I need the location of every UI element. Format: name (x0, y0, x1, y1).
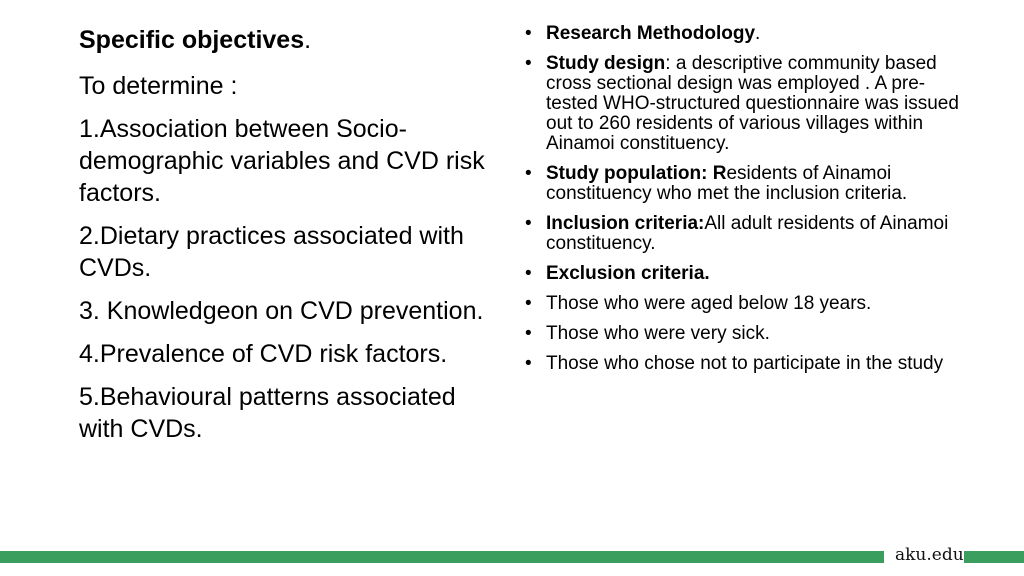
methodology-item (520, 24, 965, 44)
exclusion-criteria-label: Exclusion criteria. (546, 263, 710, 284)
methodology-column (520, 24, 965, 384)
inclusion-criteria-text: All adult residents of Ainamoi constituency. (546, 213, 949, 254)
study-design-item (520, 54, 965, 154)
bullet-icon: • (525, 293, 532, 314)
bullet-icon: • (525, 53, 532, 74)
aku-logo: aku.edu (895, 545, 964, 565)
exclusion-text: Those who were aged below 18 years. (546, 293, 872, 314)
objectives-heading (79, 22, 499, 58)
inclusion-criteria-item (520, 214, 965, 254)
exclusion-item-2 (520, 324, 965, 344)
study-design-text: : a descriptive community based cross sectional design was employed . A pre-tested WHO-structured questionnaire was issued out to 260 residents of various villages within Ainamoi constituency. (546, 53, 959, 154)
bullet-icon: • (525, 163, 532, 184)
heading-period: . (304, 26, 312, 54)
objective-3: 3. Knowledgeon on CVD prevention. (79, 297, 484, 325)
heading-text: Specific objectives (79, 26, 305, 54)
inclusion-criteria-label: Inclusion criteria: (546, 213, 705, 234)
objective-4: 4.Prevalence of CVD risk factors. (79, 340, 448, 368)
exclusion-text: Those who chose not to participate in the study (546, 353, 944, 374)
exclusion-item-1 (520, 294, 965, 314)
objectives-intro: To determine : (79, 72, 238, 100)
footer-bar-right (964, 551, 1024, 563)
study-population-text: esidents of Ainamoi constituency who met the inclusion criteria. (546, 163, 908, 204)
objectives-column (79, 22, 499, 456)
objective-1: 1.Association between Socio-demographic variables and CVD risk factors. (79, 115, 485, 207)
bullet-icon: • (525, 353, 532, 374)
study-population-item (520, 164, 965, 204)
exclusion-text: Those who were very sick. (546, 323, 770, 344)
methodology-label: Research Methodology (546, 23, 756, 44)
objective-5: 5.Behavioural patterns associated with CVDs. (79, 383, 456, 443)
objective-2: 2.Dietary practices associated with CVDs. (79, 222, 464, 282)
bullet-icon: • (525, 323, 532, 344)
bullet-icon: • (525, 263, 532, 284)
bullet-icon: • (525, 213, 532, 234)
study-design-label: Study design (546, 53, 666, 74)
bullet-icon: • (525, 23, 532, 44)
study-population-label: Study population: R (546, 163, 727, 184)
exclusion-item-3 (520, 354, 965, 374)
exclusion-criteria-item (520, 264, 965, 284)
methodology-text: . (755, 23, 761, 44)
footer-bar-left (0, 551, 884, 563)
